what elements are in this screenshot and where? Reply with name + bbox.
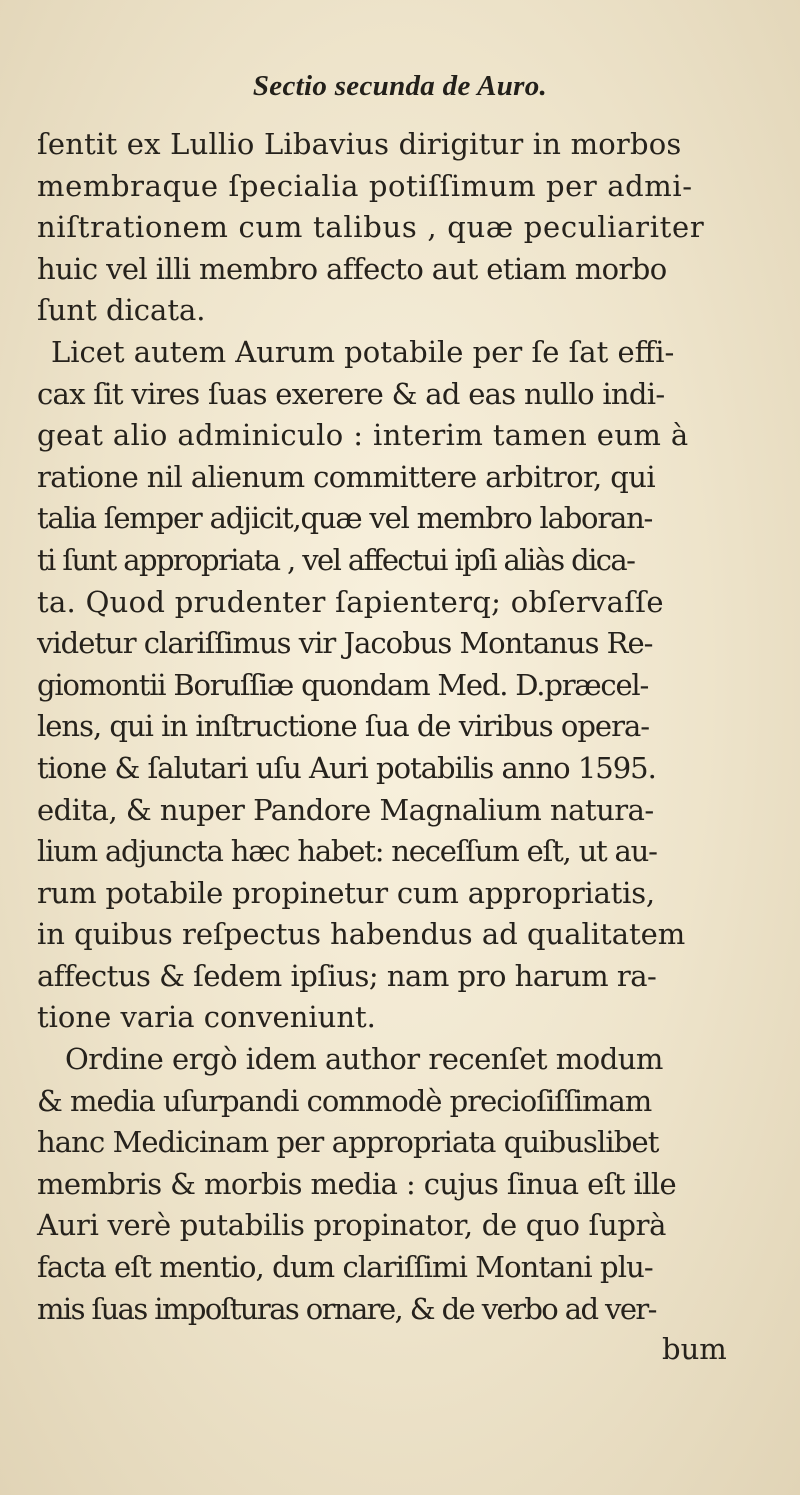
text-line: rum potabile propinetur cum appropriatis, — [37, 875, 655, 910]
text-line: Ordine ergò idem author recenſet modum — [65, 1042, 663, 1077]
text-line: affectus & ſedem ipſius; nam pro harum ra- — [37, 958, 657, 993]
text-line: ſunt dicata. — [37, 293, 206, 328]
text-line: talia ſemper adjicit,quæ vel membro laboran- — [37, 501, 653, 536]
text-line: mis ſuas impoſturas ornare, & de verbo ad ver- — [37, 1291, 656, 1326]
text-line: in quibus reſpectus habendus ad qualitatem — [37, 917, 686, 952]
text-line: membris & morbis media : cujus ſinua eſt ille — [37, 1166, 677, 1201]
text-line: Auri verè putabilis propinator, de quo ſuprà — [37, 1208, 667, 1243]
text-line: tione & ſalutari uſu Auri potabilis anno 1595. — [37, 750, 656, 785]
text-line: membraque ſpecialia potiſſimum per admi- — [37, 168, 693, 203]
text-line: ti ſunt appropriata , vel affectui ipſi aliàs dica- — [37, 542, 635, 577]
text-line: giomontii Boruſſiæ quondam Med. D.præcel- — [37, 667, 649, 702]
text-line: geat alio adminiculo : interim tamen eum à — [37, 418, 689, 453]
text-line: lium adjuncta hæc habet: neceſſum eſt, ut au- — [37, 834, 657, 869]
text-line: Licet autem Aurum potabile per ſe ſat effi- — [51, 334, 675, 369]
text-line: ſentit ex Lullio Libavius dirigitur in morbos — [37, 127, 682, 161]
text-line: hanc Medicinam per appropriata quibuslibet — [37, 1125, 659, 1160]
text-line: niſtrationem cum talibus , quæ peculiariter — [37, 210, 705, 245]
running-head: Sectio secunda de Auro. — [252, 70, 548, 102]
text-line: tione varia conveniunt. — [37, 1000, 376, 1035]
text-line: ta. Quod prudenter ſapienterq; obſervaſſe — [37, 584, 664, 619]
catchword: bum — [662, 1332, 727, 1366]
text-line: huic vel illi membro affecto aut etiam morbo — [37, 251, 667, 286]
text-line: videtur clariſſimus vir Jacobus Montanus Re- — [37, 626, 653, 661]
text-line: facta eſt mentio, dum clariſſimi Montani plu- — [37, 1250, 653, 1285]
text-line: & media uſurpandi commodè precioſiſſimam — [37, 1083, 652, 1118]
body-text — [37, 124, 757, 1330]
text-line: lens, qui in inſtructione ſua de viribus opera- — [37, 709, 650, 744]
text-line: ratione nil alienum committere arbitror, qui — [37, 459, 656, 494]
text-line: edita, & nuper Pandore Magnalium natura- — [37, 792, 654, 827]
text-line: cax ſit vires ſuas exerere & ad eas nullo indi- — [37, 376, 665, 411]
